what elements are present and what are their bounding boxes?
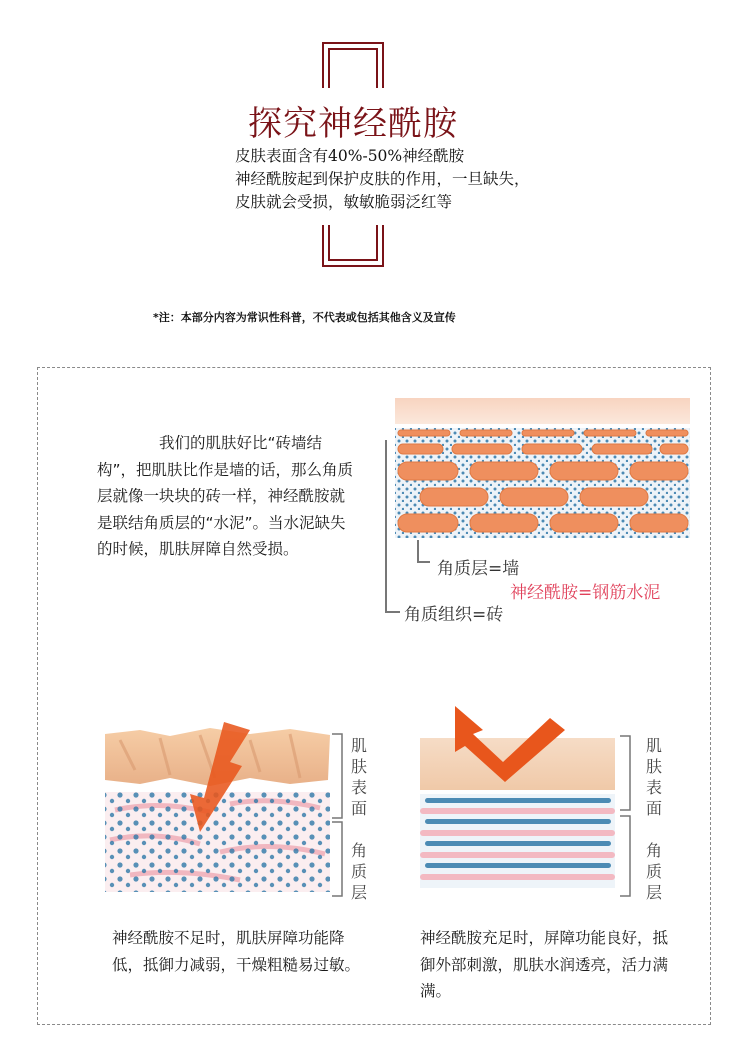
page-title: 探究神经酰胺	[248, 104, 458, 144]
label-skin-surface-right	[645, 735, 663, 819]
label-char: 质	[350, 862, 367, 881]
header-frame-top	[322, 42, 384, 88]
label-char: 面	[350, 799, 367, 818]
label-char: 表	[645, 778, 662, 797]
damaged-barrier-diagram	[100, 720, 370, 900]
intro-line: 皮肤就会受损，敏敏脆弱泛红等	[235, 193, 453, 211]
brick-wall-explanation	[97, 430, 357, 563]
label-char: 角	[350, 841, 367, 860]
label-stratum-right	[645, 840, 663, 903]
intro-text	[235, 145, 530, 214]
label-ceramide-cement: 神经酰胺=钢筋水泥	[510, 583, 661, 603]
label-char: 表	[350, 778, 367, 797]
label-char: 质	[645, 862, 662, 881]
label-char: 肤	[645, 757, 662, 776]
label-corneocyte-brick: 角质组织=砖	[404, 605, 504, 625]
healthy-barrier-diagram	[415, 700, 665, 900]
label-char: 肌	[350, 736, 367, 755]
label-stratum-wall: 角质层=墙	[437, 559, 520, 579]
disclaimer-note: *注：本部分内容为常识性科普，不代表或包括其他含义及宣传	[153, 311, 456, 324]
caption-insufficient: 神经酰胺不足时，肌肤屏障功能降低，抵御力减弱，干燥粗糙易过敏。	[112, 929, 361, 974]
brick-wall-text: 我们的肌肤好比“砖墙结构”，把肌肤比作是墙的话，那么角质层就像一块块的砖一样，神经酰胺就是联结角质层的“水泥”。当水泥缺失的时候，肌肤屏障自然受损。	[97, 434, 354, 558]
caption-sufficient: 神经酰胺充足时，屏障功能良好，抵御外部刺激，肌肤水润透亮，活力满满。	[420, 929, 669, 1000]
label-char: 层	[645, 883, 662, 902]
label-char: 肤	[350, 757, 367, 776]
label-char: 层	[350, 883, 367, 902]
intro-line: 皮肤表面含有40%-50%神经酰胺	[235, 147, 465, 165]
label-char: 肌	[645, 736, 662, 755]
header-frame-bottom	[322, 225, 384, 267]
label-skin-surface-left	[350, 735, 368, 819]
label-stratum-left	[350, 840, 368, 903]
label-char: 角	[645, 841, 662, 860]
label-char: 面	[645, 799, 662, 818]
intro-line: 神经酰胺起到保护皮肤的作用，一旦缺失，	[235, 170, 530, 188]
